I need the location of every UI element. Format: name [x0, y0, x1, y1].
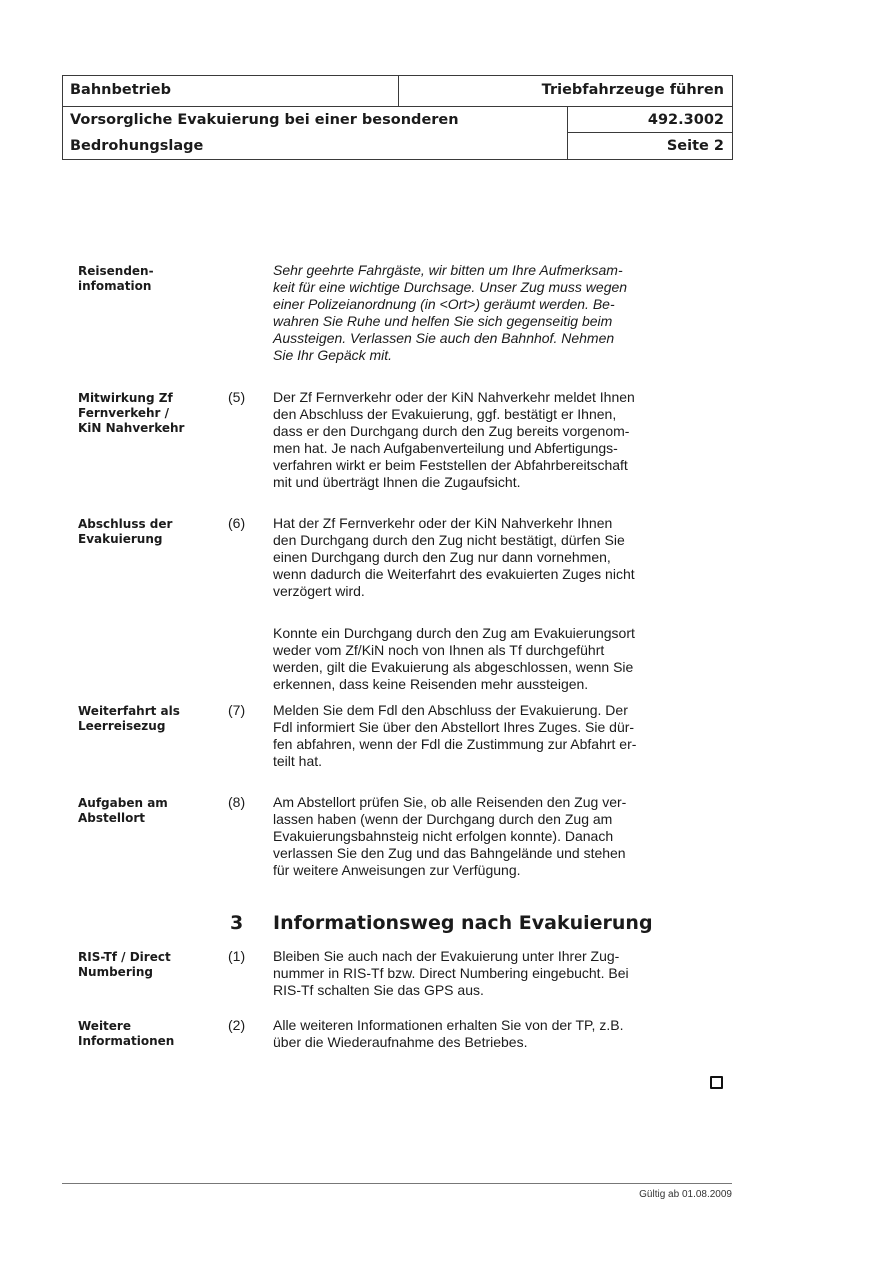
header-doc-number: 492.3002: [568, 107, 732, 133]
header-title-line2: Bedrohungslage: [70, 138, 204, 154]
header-title-line1: Vorsorgliche Evakuierung bei einer besonderen: [70, 112, 459, 128]
margin-heading: Aufgaben am Abstellort: [78, 796, 168, 825]
margin-heading: Abschluss der Evakuierung: [78, 517, 173, 546]
paragraph-text: Alle weiteren Informationen erhalten Sie von der TP, z.B. über die Wiederaufnahme des Betriebes.: [273, 1017, 624, 1050]
header-section: Triebfahrzeuge führen: [541, 82, 724, 98]
paragraph-text: Sehr geehrte Fahrgäste, wir bitten um Ihre Aufmerksam- keit für eine wichtige Durchsage. Unser Zug muss wegen einer Polizeianordnung (in <Ort>) geräumt werden. Be- wahren Sie Ruhe und helfen Sie sich gegenseitig beim Aussteigen. Verlassen Sie auch den Bahnhof. Nehmen Sie Ihr Gepäck mit.: [273, 262, 628, 363]
paragraph-text: Melden Sie dem Fdl den Abschluss der Evakuierung. Der Fdl informiert Sie über den Abstellort Ihres Zuges. Sie dür- fen abfahren, wenn der Fdl die Zustimmung zur Abfahrt er- teilt hat.: [273, 702, 637, 769]
paragraph-number: (1): [228, 948, 246, 964]
margin-heading: Weitere Informationen: [78, 1019, 175, 1048]
margin-heading: Reisenden- infomation: [78, 264, 154, 293]
paragraph-number: (8): [228, 794, 246, 810]
paragraph-text: Der Zf Fernverkehr oder der KiN Nahverkehr meldet Ihnen den Abschluss der Evakuierung, ggf. bestätigt er Ihnen, dass er den Durchgang durch den Zug bereits vorgenom- men hat. Je nach Aufgabenverteilung und Abfertigungs- verfahren wirkt er beim Feststellen der Abfahrbereitschaft mit und überträgt Ihnen die Zugaufsicht.: [273, 389, 635, 490]
section-number: 3: [230, 912, 244, 934]
paragraph-number: (5): [228, 389, 246, 405]
paragraph-text: Bleiben Sie auch nach der Evakuierung unter Ihrer Zug- nummer in RIS-Tf bzw. Direct Numbering eingebucht. Bei RIS-Tf schalten Sie das GPS aus.: [273, 948, 629, 998]
paragraph-text: Konnte ein Durchgang durch den Zug am Evakuierungsort weder vom Zf/KiN noch von Ihnen als Tf durchgeführt werden, gilt die Evakuierung als abgeschlossen, wenn Sie erkennen, dass keine Reisenden mehr aussteigen.: [273, 625, 635, 692]
header-table: [62, 75, 733, 160]
margin-heading: Mitwirkung Zf Fernverkehr / KiN Nahverkehr: [78, 391, 185, 435]
margin-heading: RIS-Tf / Direct Numbering: [78, 950, 171, 979]
header-category: Bahnbetrieb: [63, 76, 399, 106]
end-square-icon: [710, 1076, 723, 1089]
margin-heading: Weiterfahrt als Leerreisezug: [78, 704, 180, 733]
paragraph-text: Am Abstellort prüfen Sie, ob alle Reisenden den Zug ver- lassen haben (wenn der Durchgang durch den Zug am Evakuierungsbahnsteig nicht erfolgen konnte). Danach verlassen Sie den Zug und das Bahngelände und stehen für weitere Anweisungen zur Verfügung.: [273, 794, 627, 878]
paragraph-number: (6): [228, 515, 246, 531]
paragraph-number: (2): [228, 1017, 246, 1033]
footer-valid-from: Gültig ab 01.08.2009: [639, 1189, 732, 1200]
paragraph-text: Hat der Zf Fernverkehr oder der KiN Nahverkehr Ihnen den Durchgang durch den Zug nicht bestätigt, dürfen Sie einen Durchgang durch den Zug nur dann vornehmen, wenn dadurch die Weiterfahrt des evakuierten Zuges nicht verzögert wird.: [273, 515, 635, 599]
section-title: Informationsweg nach Evakuierung: [273, 912, 653, 934]
footer-rule: [62, 1183, 732, 1184]
paragraph-number: (7): [228, 702, 246, 718]
header-page-number: Seite 2: [666, 138, 724, 154]
